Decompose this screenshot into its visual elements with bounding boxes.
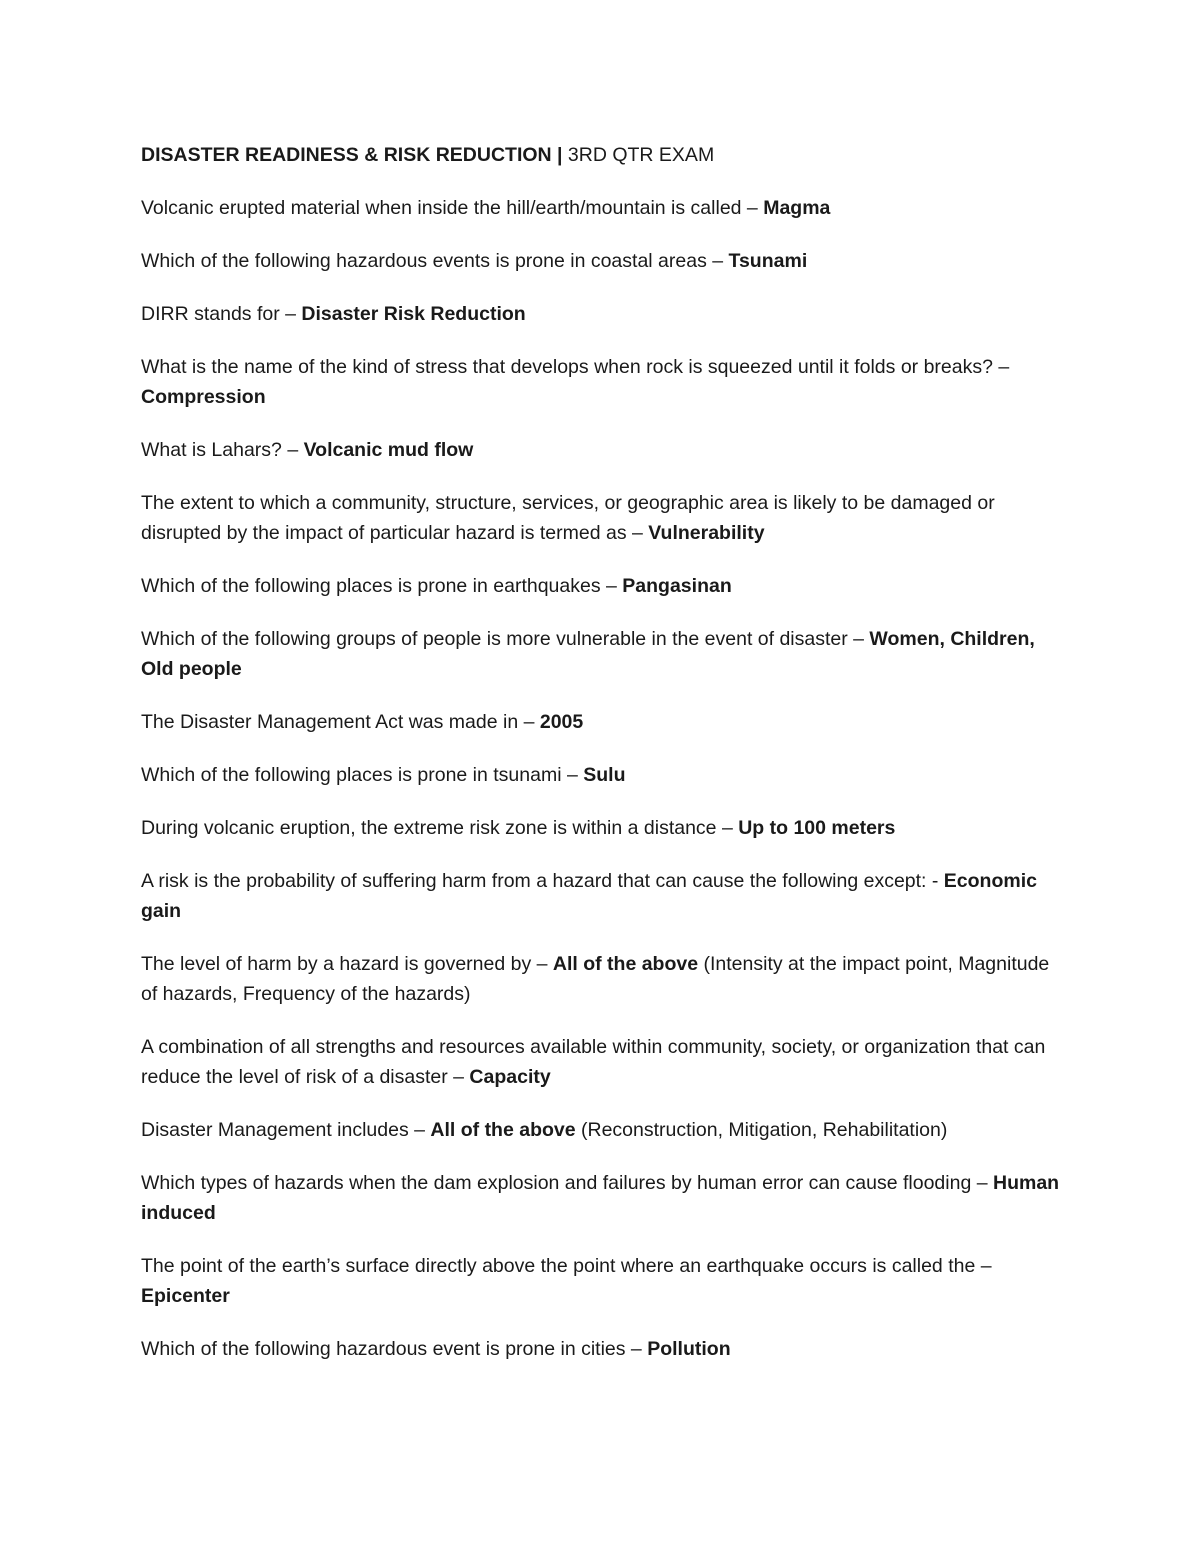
answer-text: Sulu — [583, 764, 626, 786]
title-regular-part: 3RD QTR EXAM — [562, 144, 715, 166]
answer-text: Women, Children, Old people — [141, 628, 1035, 680]
qa-item — [141, 571, 1066, 601]
answer-extra: (Reconstruction, Mitigation, Rehabilitation) — [575, 1119, 948, 1141]
answer-text: Vulnerability — [648, 522, 765, 544]
answer-text: Disaster Risk Reduction — [301, 303, 526, 325]
question-text: A risk is the probability of suffering harm from a hazard that can cause the following except: - — [141, 870, 944, 892]
question-text: The extent to which a community, structure, services, or geographic area is likely to be damaged or disrupted by the impact of particular hazard is termed as – — [141, 492, 995, 544]
answer-text: 2005 — [539, 711, 584, 733]
question-text: DIRR stands for – — [141, 303, 302, 325]
question-text: The Disaster Management Act was made in – — [141, 711, 540, 733]
answer-extra: (Intensity at the impact point, Magnitude of hazards, Frequency of the hazards) — [141, 953, 1050, 1005]
answer-text: All of the above — [552, 953, 699, 975]
question-text: What is the name of the kind of stress that develops when rock is squeezed until it folds or breaks? – — [141, 356, 1010, 378]
qa-item — [141, 435, 1066, 465]
question-text: The point of the earth’s surface directly above the point where an earthquake occurs is called the – — [141, 1255, 992, 1277]
question-text: A combination of all strengths and resources available within community, society, or organization that can reduce the level of risk of a disaster – — [141, 1036, 1046, 1088]
qa-item — [141, 352, 1066, 412]
qa-item — [141, 866, 1066, 926]
answer-text: Magma — [763, 197, 831, 219]
question-text: Which of the following groups of people is more vulnerable in the event of disaster – — [141, 628, 870, 650]
qa-item — [141, 1168, 1066, 1228]
question-text: The level of harm by a hazard is governed by – — [141, 953, 553, 975]
question-text: Which of the following places is prone in earthquakes – — [141, 575, 623, 597]
title-bold-part: DISASTER READINESS & RISK REDUCTION | — [141, 144, 563, 166]
qa-item — [141, 813, 1066, 843]
question-text: During volcanic eruption, the extreme risk zone is within a distance – — [141, 817, 739, 839]
answer-text: Economic gain — [141, 870, 1037, 922]
answer-text: Volcanic mud flow — [303, 439, 474, 461]
answer-text: Pollution — [647, 1338, 731, 1360]
answer-text: All of the above — [430, 1119, 576, 1141]
qa-item — [141, 1334, 1066, 1364]
qa-item — [141, 246, 1066, 276]
question-text: Volcanic erupted material when inside the hill/earth/mountain is called – — [141, 197, 764, 219]
answer-text: Capacity — [469, 1066, 551, 1088]
qa-item — [141, 299, 1066, 329]
question-text: Which types of hazards when the dam explosion and failures by human error can cause flooding – — [141, 1172, 993, 1194]
qa-item — [141, 760, 1066, 790]
question-text: What is Lahars? – — [141, 439, 304, 461]
qa-item — [141, 1251, 1066, 1311]
answer-text: Up to 100 meters — [738, 817, 896, 839]
qa-item — [141, 949, 1066, 1009]
answer-text: Tsunami — [728, 250, 808, 272]
answer-text: Pangasinan — [622, 575, 732, 597]
qa-item — [141, 624, 1066, 684]
question-text: Which of the following hazardous events is prone in coastal areas – — [141, 250, 729, 272]
document-page — [141, 140, 1066, 1387]
qa-item — [141, 1032, 1066, 1092]
qa-item — [141, 707, 1066, 737]
answer-text: Epicenter — [141, 1285, 230, 1307]
question-text: Disaster Management includes – — [141, 1119, 431, 1141]
answer-text: Compression — [141, 386, 266, 408]
document-title — [141, 140, 1066, 170]
answer-text: Human induced — [141, 1172, 1060, 1224]
question-text: Which of the following places is prone in tsunami – — [141, 764, 584, 786]
question-text: Which of the following hazardous event is prone in cities – — [141, 1338, 648, 1360]
qa-item — [141, 488, 1066, 548]
qa-item — [141, 193, 1066, 223]
qa-item — [141, 1115, 1066, 1145]
